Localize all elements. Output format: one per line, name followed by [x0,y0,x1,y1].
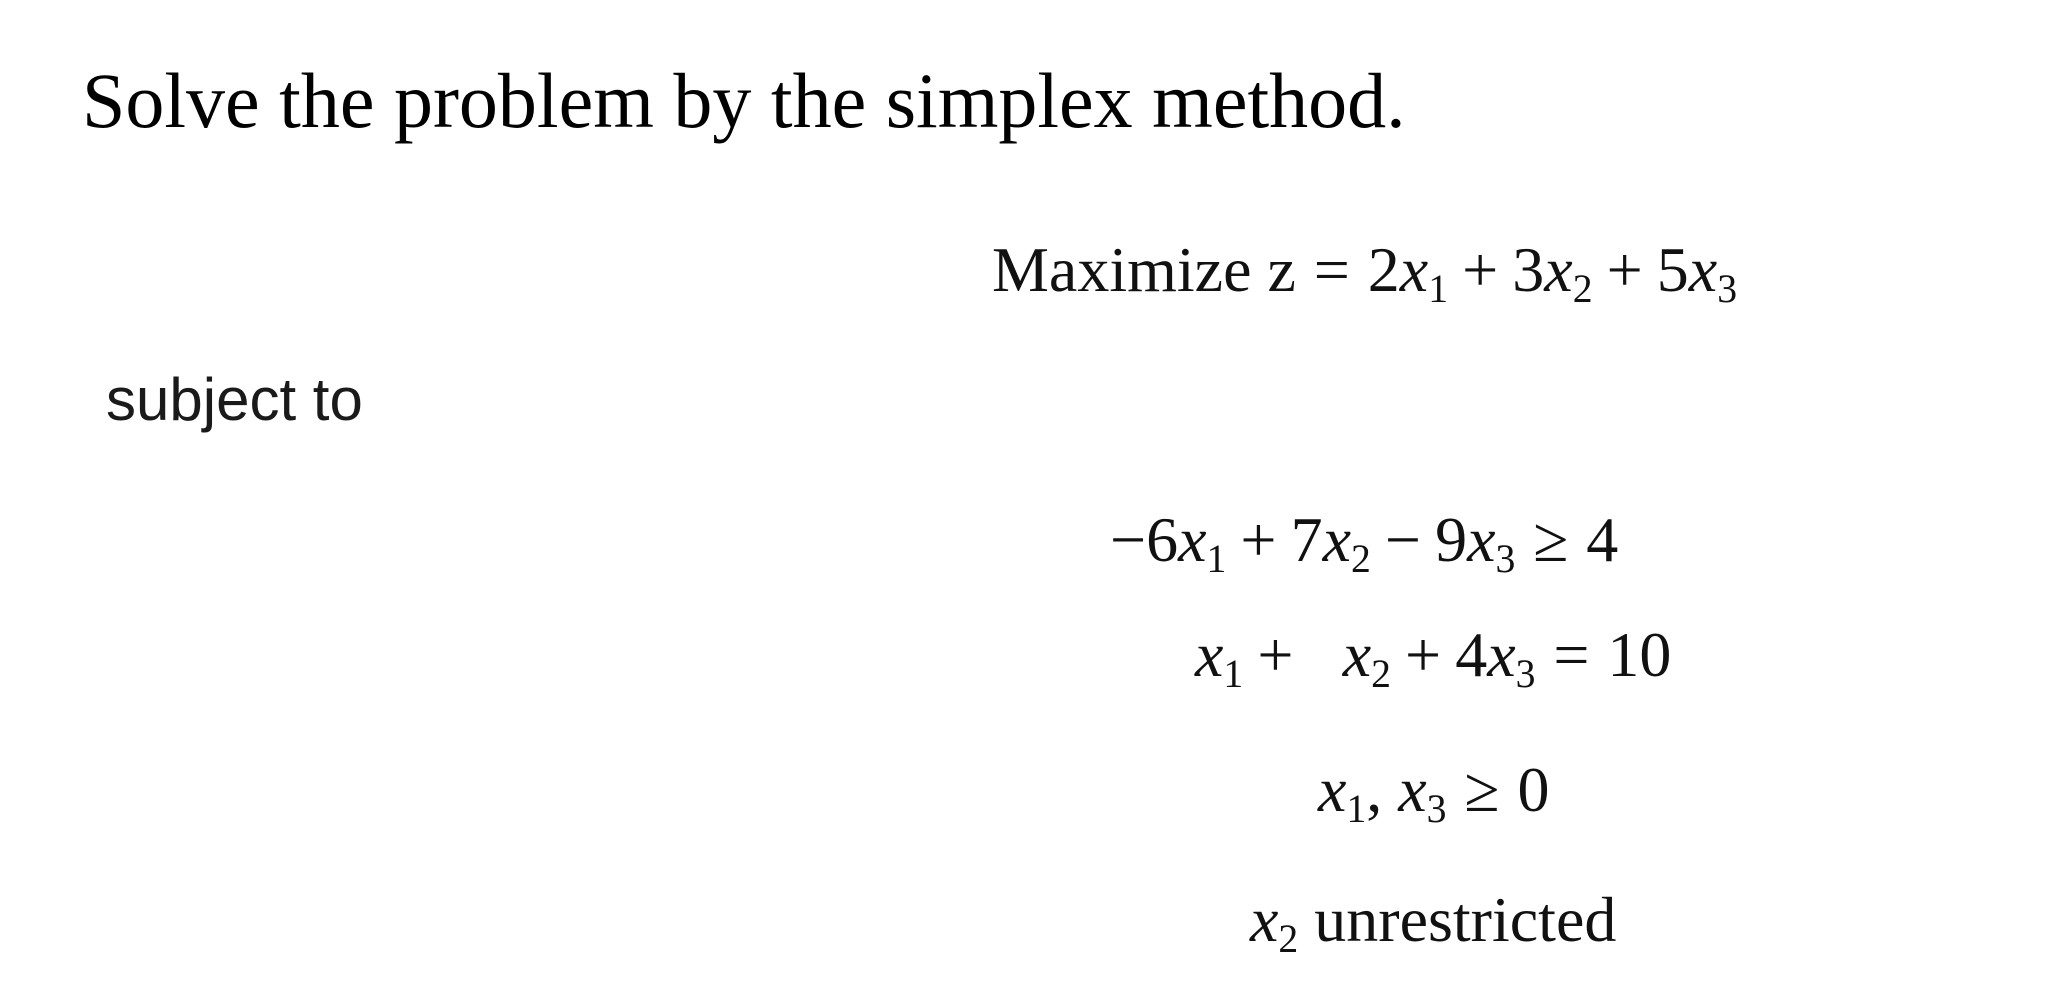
constraint-1-term-2: $7x_2$ [1290,504,1371,582]
nonnegativity-constraint [1318,754,1550,832]
unrestricted-constraint [1250,884,1617,962]
constraint-1-relation: ≥ [1533,504,1569,575]
nonneg-var-2: $x_3$ [1398,754,1447,832]
objective-term-3: $5x_3$ [1656,234,1738,312]
nonneg-rhs: 0 [1517,754,1550,825]
constraint-2-relation: = [1553,619,1590,690]
constraint-2-rhs: 10 [1607,619,1672,690]
constraint-1-term-1: $-6x_1$ [1110,504,1227,582]
objective-lead: Maximize z [992,234,1296,305]
constraint-1-op-2: − [1384,504,1422,575]
objective-term-2: $3x_2$ [1512,234,1593,312]
nonneg-separator: , [1366,754,1383,825]
constraint-2-op-2: + [1405,619,1442,690]
constraint-2-op-1: + [1257,619,1294,690]
unrestricted-label: unrestricted [1314,884,1617,955]
subject-to-label: subject to [106,366,363,433]
nonneg-var-1: $x_1$ [1318,754,1367,832]
constraint-1-op-1: + [1240,504,1277,575]
problem-prompt: Solve the problem by the simplex method. [82,57,1406,144]
objective-plus-2: + [1606,234,1643,305]
constraint-1-term-3: $9x_3$ [1435,504,1516,582]
constraint-2-term-3: $4x_3$ [1455,619,1536,697]
objective-equals: = [1313,234,1350,305]
constraint-1 [1110,504,1619,582]
nonneg-relation: ≥ [1464,754,1500,825]
objective-plus-1: + [1462,234,1499,305]
objective-function [992,234,1738,312]
constraint-2-term-2: $x_2$ [1342,619,1391,697]
objective-term-1: $2x_1$ [1367,234,1449,312]
constraint-1-rhs: 4 [1586,504,1619,575]
constraint-2-term-1: $x_1$ [1195,619,1244,697]
free-variable: $x_2$ [1250,884,1299,962]
constraint-2 [1195,619,1672,697]
